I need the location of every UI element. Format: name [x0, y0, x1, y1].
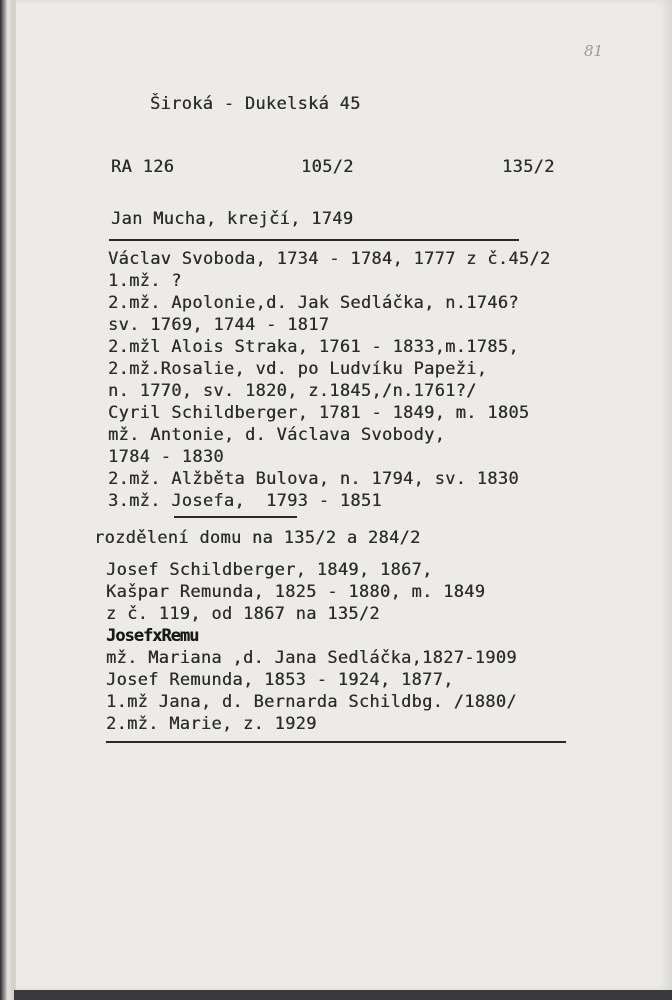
list-item: 1784 - 1830 [108, 447, 224, 467]
divider-rule [106, 741, 566, 743]
list-item: Josef Remunda, 1853 - 1924, 1877, [106, 670, 454, 690]
list-item: 1.mž Jana, d. Bernarda Schildbg. /1880/ [106, 692, 517, 712]
list-item: n. 1770, sv. 1820, z.1845,/n.1761?/ [108, 381, 477, 401]
list-item: Josef Schildberger, 1849, 1867, [106, 560, 433, 580]
struck-out-text: JosefxRemu [106, 626, 199, 646]
list-item: 2.mž. Marie, z. 1929 [106, 714, 317, 734]
list-item: Cyril Schildberger, 1781 - 1849, m. 1805 [108, 403, 530, 423]
list-item: Václav Svoboda, 1734 - 1784, 1777 z č.45/2 [108, 249, 551, 269]
list-item: z č. 119, od 1867 na 135/2 [106, 604, 380, 624]
reference-1: 105/2 [301, 157, 354, 177]
list-item: 2.mž. Apolonie,d. Jak Sedláčka, n.1746? [108, 293, 519, 313]
list-item: Kašpar Remunda, 1825 - 1880, m. 1849 [106, 582, 486, 602]
street-heading: Široká - Dukelská 45 [150, 94, 361, 114]
list-item: mž. Mariana ,d. Jana Sedláčka,1827-1909 [106, 648, 517, 668]
list-item: 2.mž. Alžběta Bulova, n. 1794, sv. 1830 [108, 469, 519, 489]
archive-card [14, 0, 672, 990]
division-note: rozdělení domu na 135/2 a 284/2 [94, 528, 421, 548]
divider-rule [174, 516, 297, 518]
divider-rule [109, 239, 519, 241]
first-owner: Jan Mucha, krejčí, 1749 [111, 209, 354, 229]
reference-2: 135/2 [502, 157, 555, 177]
list-item: 3.mž. Josefa, 1793 - 1851 [108, 491, 382, 511]
list-item: 2.mž.Rosalie, vd. po Ludvíku Papeži, [108, 359, 488, 379]
list-item: 2.mžl Alois Straka, 1761 - 1833,m.1785, [108, 337, 519, 357]
list-item: mž. Antonie, d. Václava Svobody, [108, 425, 446, 445]
ra-reference: RA 126 [111, 157, 175, 177]
page-number: 81 [584, 42, 604, 60]
binding-spine [0, 0, 14, 1000]
list-item: 1.mž. ? [108, 271, 182, 291]
list-item: sv. 1769, 1744 - 1817 [108, 315, 330, 335]
